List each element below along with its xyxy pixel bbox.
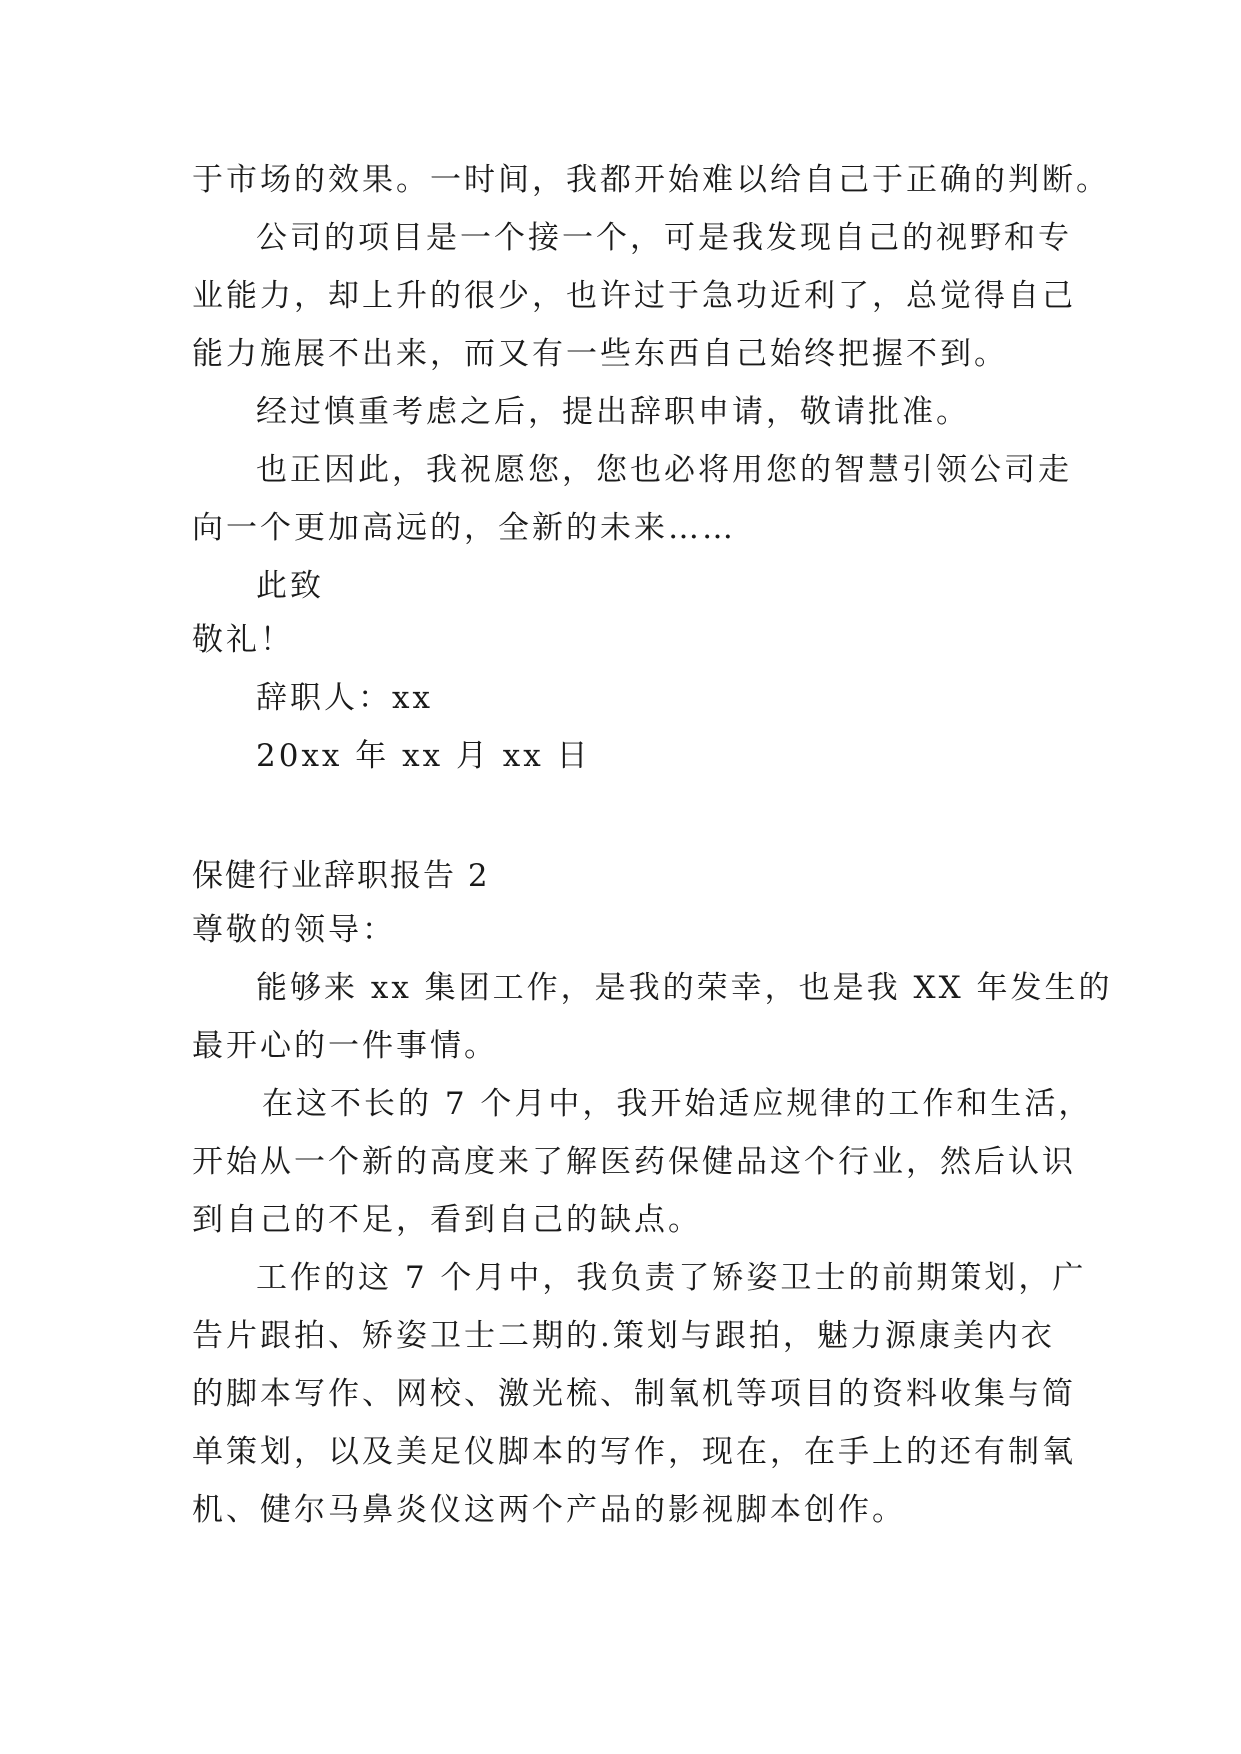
signature-date: 20xx 年 xx 月 xx 日 (256, 738, 591, 774)
paragraph-line: 开始从一个新的高度来了解医药保健品这个行业，然后认识 (192, 1144, 1076, 1180)
paragraph-line: 能力施展不出来，而又有一些东西自己始终把握不到。 (192, 336, 1008, 372)
paragraph-line: 告片跟拍、矫姿卫士二期的.策划与跟拍，魅力源康美内衣 (192, 1318, 1055, 1354)
paragraph-line: 工作的这 7 个月中，我负责了矫姿卫士的前期策划，广 (256, 1260, 1087, 1296)
paragraph-line: 向一个更加高远的，全新的未来…… (192, 510, 736, 546)
signature-name: 辞职人：xx (256, 680, 433, 716)
closing-regards: 敬礼！ (192, 622, 294, 658)
greeting: 尊敬的领导： (192, 912, 396, 948)
paragraph-line: 于市场的效果。一时间，我都开始难以给自己于正确的判断。 (192, 162, 1110, 198)
closing-salutation: 此致 (256, 568, 324, 604)
paragraph-line: 公司的项目是一个接一个，可是我发现自己的视野和专 (256, 220, 1072, 256)
section-title: 保健行业辞职报告 2 (192, 858, 490, 894)
paragraph-line: 最开心的一件事情。 (192, 1028, 498, 1064)
paragraph-line: 能够来 xx 集团工作，是我的荣幸，也是我 XX 年发生的 (256, 970, 1113, 1006)
paragraph-line: 机、健尔马鼻炎仪这两个产品的影视脚本创作。 (192, 1492, 906, 1528)
paragraph-line: 经过慎重考虑之后，提出辞职申请，敬请批准。 (256, 394, 970, 430)
paragraph-line: 的脚本写作、网校、激光梳、制氧机等项目的资料收集与简 (192, 1376, 1076, 1412)
paragraph-line: 在这不长的 7 个月中，我开始适应规律的工作和生活， (262, 1086, 1093, 1122)
paragraph-line: 单策划，以及美足仪脚本的写作，现在，在手上的还有制氧 (192, 1434, 1076, 1470)
paragraph-line: 也正因此，我祝愿您，您也必将用您的智慧引领公司走 (256, 452, 1072, 488)
paragraph-line: 到自己的不足，看到自己的缺点。 (192, 1202, 702, 1238)
paragraph-line: 业能力，却上升的很少，也许过于急功近利了，总觉得自己 (192, 278, 1076, 314)
